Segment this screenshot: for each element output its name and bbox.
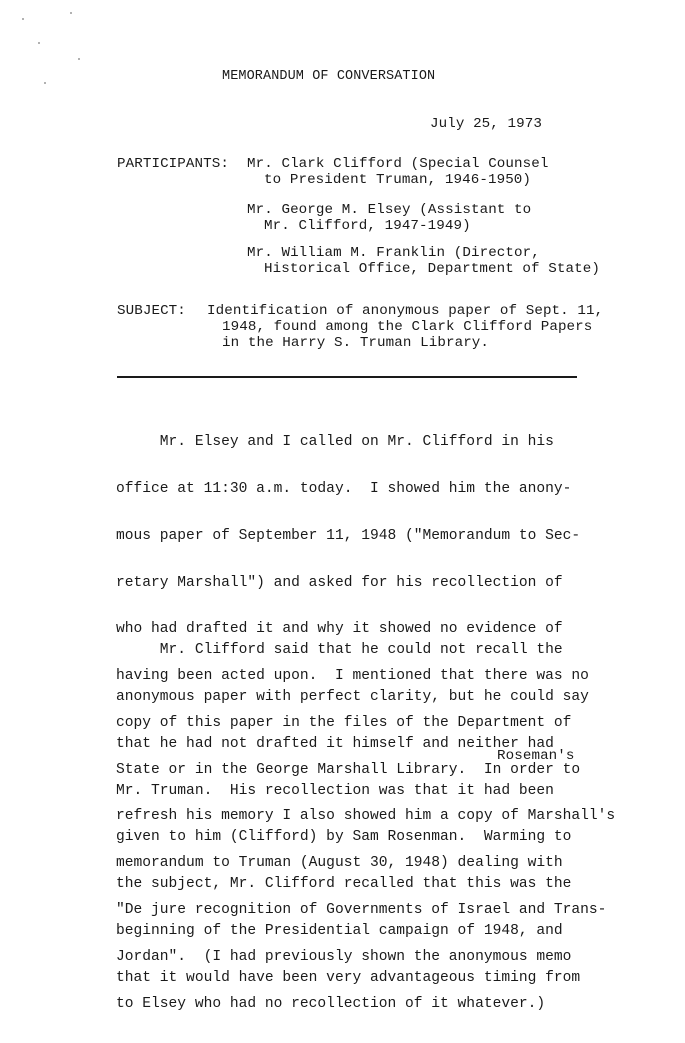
subject-line-3: in the Harry S. Truman Library.: [222, 335, 490, 351]
participant-clifford-role: to President Truman, 1946-1950): [264, 172, 532, 188]
paragraph-line: refresh his memory I also showed him a copy of Marshall's: [116, 808, 616, 825]
paragraph-line: anonymous paper with perfect clarity, but he could say: [116, 688, 589, 705]
paragraph-line: State or in the George Marshall Library. In order to: [116, 761, 581, 778]
participant-franklin: Mr. William M. Franklin (Director,: [247, 245, 540, 261]
paper-speck: [70, 12, 72, 14]
participant-franklin-role: Historical Office, Department of State): [264, 261, 600, 277]
paragraph-line: Mr. Elsey and I called on Mr. Clifford in his: [116, 434, 554, 451]
participant-elsey: Mr. George M. Elsey (Assistant to: [247, 202, 532, 218]
paragraph-line: mous paper of September 11, 1948 ("Memorandum to Sec-: [116, 527, 581, 544]
paragraph-line: Mr. Clifford said that he could not recall the: [116, 642, 563, 659]
paragraph-line: the subject, Mr. Clifford recalled that this was the: [116, 876, 572, 893]
paper-speck: [22, 18, 24, 20]
paragraph-line: who had drafted it and why it showed no evidence of: [116, 621, 563, 638]
paper-speck: [38, 42, 40, 44]
paragraph-line: Mr. Truman. His recollection was that it had been: [116, 782, 554, 799]
subject-line-1: Identification of anonymous paper of Sept. 11,: [207, 303, 604, 319]
paragraph-line: copy of this paper in the files of the Department of: [116, 714, 572, 731]
paragraph-line: that he had not drafted it himself and neither had: [116, 735, 554, 752]
paragraph-line: office at 11:30 a.m. today. I showed him the anony-: [116, 480, 572, 497]
paragraph-line: Jordan". (I had previously shown the anonymous memo: [116, 948, 572, 965]
paragraph-line: having been acted upon. I mentioned that there was no: [116, 668, 589, 685]
paragraph-line: to Elsey who had no recollection of it whatever.): [116, 995, 546, 1012]
paper-speck: [44, 82, 46, 84]
paper-speck: [78, 58, 80, 60]
memo-title: MEMORANDUM OF CONVERSATION: [222, 69, 436, 84]
paragraph-line: that it would have been very advantageous timing from: [116, 969, 581, 986]
paragraph-line: given to him (Clifford) by Sam Rosenman. Warming to: [116, 829, 572, 846]
catchword: Roseman's: [497, 748, 575, 764]
horizontal-rule: [117, 376, 577, 378]
subject-line-2: 1948, found among the Clark Clifford Papers: [222, 319, 593, 335]
memo-date: July 25, 1973: [430, 116, 542, 132]
participant-clifford: Mr. Clark Clifford (Special Counsel: [247, 156, 549, 172]
paragraph-line: beginning of the Presidential campaign of 1948, and: [116, 922, 563, 939]
paragraph-line: retary Marshall") and asked for his recollection of: [116, 574, 563, 591]
participants-label: PARTICIPANTS:: [117, 156, 229, 172]
paragraph-line: "De jure recognition of Governments of Israel and Trans-: [116, 902, 607, 918]
participant-elsey-role: Mr. Clifford, 1947-1949): [264, 218, 471, 234]
paragraph-2: [116, 612, 616, 1017]
subject-label: SUBJECT:: [117, 303, 186, 319]
paragraph-line: memorandum to Truman (August 30, 1948) dealing with: [116, 855, 563, 872]
